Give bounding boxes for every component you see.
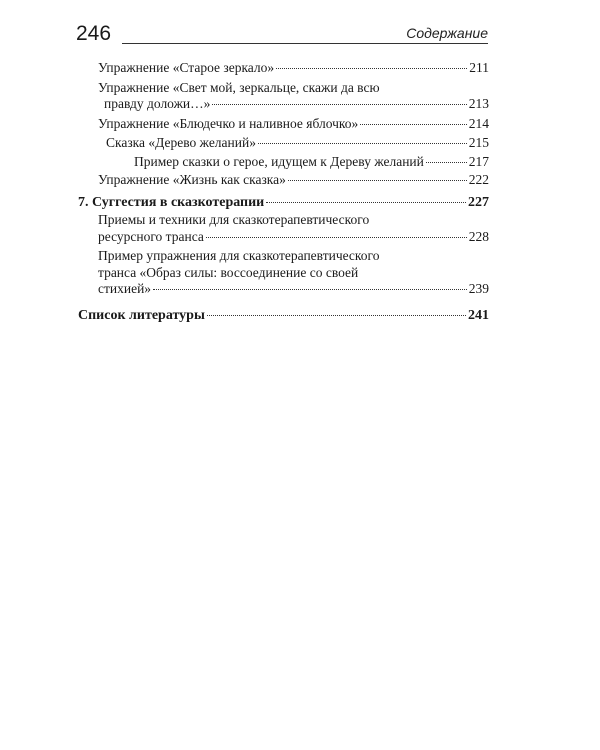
toc-entry-title: Пример упражнения для сказкотерапевтического	[98, 248, 380, 263]
header-rule	[122, 43, 488, 44]
toc-page-number: 213	[468, 96, 489, 111]
toc-chapter-entry[interactable]	[78, 195, 489, 212]
toc-page-number: 211	[469, 60, 489, 75]
table-of-contents	[78, 60, 489, 324]
toc-bibliography-entry[interactable]	[78, 308, 489, 325]
toc-page-number: 222	[468, 172, 489, 187]
toc-entry-title: Пример сказки о герое, идущем к Дереву желаний	[134, 153, 424, 169]
toc-page-number: 241	[468, 307, 489, 323]
running-header	[76, 20, 488, 50]
toc-page-number: 215	[468, 135, 489, 150]
dot-leader	[212, 104, 466, 105]
toc-entry[interactable]	[78, 248, 489, 298]
toc-entry-title: Сказка «Дерево желаний»	[106, 135, 256, 150]
toc-page-number: 239	[468, 281, 489, 296]
toc-entry[interactable]	[78, 60, 489, 77]
toc-entry-title: Упражнение «Свет мой, зеркальце, скажи да всю	[98, 79, 380, 95]
toc-entry[interactable]	[78, 135, 489, 152]
toc-chapter-title: 7. Суггестия в сказкотерапии	[78, 194, 265, 210]
toc-page-number: 228	[468, 228, 489, 244]
dot-leader	[207, 315, 466, 316]
toc-entry-title-cont: правду доложи…»	[104, 96, 211, 111]
toc-page-number: 227	[468, 194, 489, 210]
dot-leader	[153, 289, 467, 290]
toc-entry-title-cont: стихией»	[98, 281, 152, 296]
toc-entry-title: Упражнение «Блюдечко и наливное яблочко»	[98, 115, 359, 131]
toc-entry-title-cont: транса «Образ силы: воссоединение со своей	[98, 264, 359, 280]
toc-entry-title: Упражнение «Жизнь как сказка»	[98, 172, 286, 187]
section-title: Содержание	[406, 25, 488, 41]
toc-entry[interactable]	[78, 154, 489, 171]
page-number: 246	[76, 22, 112, 45]
toc-entry-title-cont: ресурсного транса	[98, 228, 204, 244]
toc-entry[interactable]	[78, 80, 489, 113]
dot-leader	[288, 180, 467, 181]
dot-leader	[426, 162, 467, 163]
toc-entry-title: Приемы и техники для сказкотерапевтического	[98, 212, 370, 227]
dot-leader	[276, 68, 467, 69]
dot-leader	[258, 143, 467, 144]
dot-leader	[360, 124, 466, 125]
toc-entry[interactable]	[78, 116, 489, 133]
dot-leader	[266, 202, 466, 203]
toc-entry[interactable]	[78, 172, 489, 189]
toc-entry[interactable]	[78, 212, 489, 245]
toc-page-number: 217	[468, 153, 489, 169]
dot-leader	[206, 237, 467, 238]
toc-chapter-title: Список литературы	[78, 307, 205, 323]
toc-entry-title: Упражнение «Старое зеркало»	[98, 60, 275, 75]
toc-page-number: 214	[468, 115, 489, 131]
